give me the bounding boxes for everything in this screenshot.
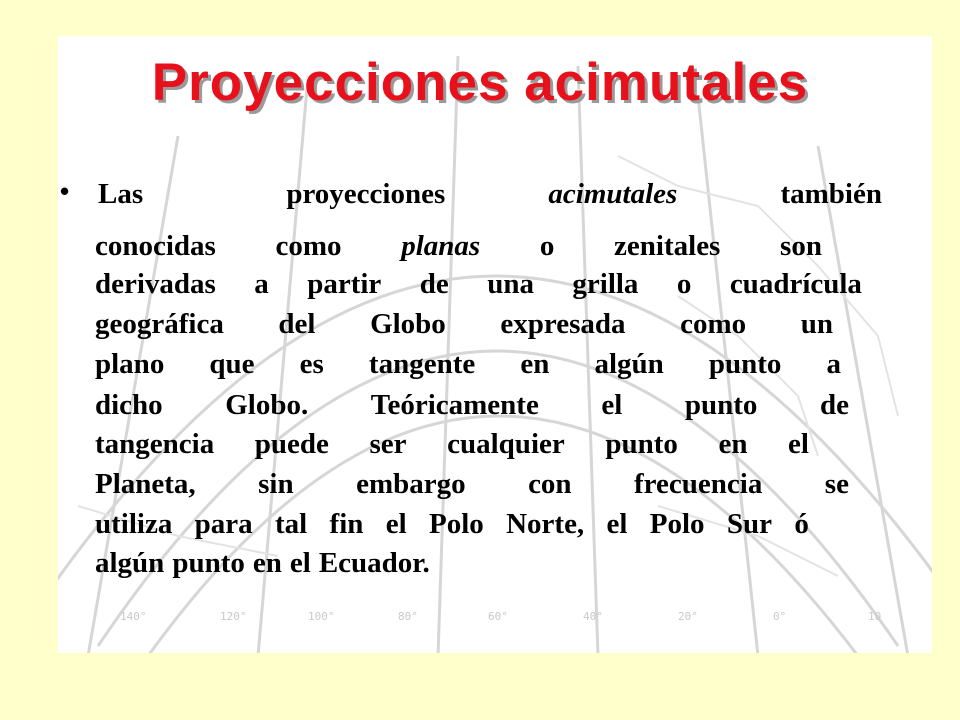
paragraph-line — [95, 308, 833, 341]
word: punto — [708, 348, 782, 380]
word: derivadas — [95, 268, 216, 300]
word: fin — [329, 508, 364, 540]
word: de — [819, 389, 849, 421]
word: en — [252, 547, 282, 579]
paragraph-line — [95, 547, 430, 580]
word: frecuencia — [634, 468, 763, 500]
word: Las — [98, 178, 144, 210]
word: grilla — [572, 268, 639, 300]
word: a — [254, 268, 269, 300]
word: Ecuador. — [318, 547, 430, 579]
word: tal — [275, 508, 308, 540]
word: para — [194, 508, 253, 540]
word: punto — [172, 547, 245, 579]
word: algún — [95, 547, 165, 579]
paragraph-line — [95, 508, 809, 541]
word: algún — [594, 348, 664, 380]
map-label: 120° — [220, 610, 247, 623]
word: también — [780, 178, 882, 210]
word: Sur — [726, 508, 773, 540]
map-label: 60° — [488, 610, 508, 623]
word: expresada — [500, 308, 626, 340]
word: ó — [794, 508, 809, 540]
map-label: 40° — [583, 610, 603, 623]
word: de — [419, 268, 449, 300]
word: un — [800, 308, 833, 340]
map-label: 100° — [308, 610, 335, 623]
word: el — [788, 428, 809, 460]
word: a — [826, 348, 841, 380]
word: como — [275, 230, 342, 262]
word: o — [539, 230, 555, 262]
word: son — [780, 230, 822, 262]
word: Polo — [428, 508, 484, 540]
paragraph-line — [95, 468, 849, 501]
map-label: 140° — [120, 610, 147, 623]
word: en — [718, 428, 748, 460]
word: del — [278, 308, 316, 340]
paragraph-line — [95, 389, 849, 422]
word: partir — [307, 268, 382, 300]
word: plano — [95, 348, 165, 380]
word: tangente — [368, 348, 476, 380]
map-label: 0° — [773, 610, 787, 623]
word: Globo — [370, 308, 446, 340]
word: que — [209, 348, 255, 380]
word: el — [385, 508, 407, 540]
word: zenitales — [614, 230, 721, 262]
word: proyecciones — [286, 178, 446, 210]
word: utiliza — [95, 508, 173, 540]
word: en — [520, 348, 550, 380]
word: cuadrícula — [729, 268, 862, 300]
word: una — [487, 268, 534, 300]
word: Polo — [649, 508, 705, 540]
word: es — [299, 348, 324, 380]
word: Norte, — [506, 508, 585, 540]
paragraph-line — [95, 428, 809, 461]
word: el — [289, 547, 311, 579]
word: punto — [605, 428, 678, 460]
word: el — [606, 508, 628, 540]
paragraph-line — [95, 268, 862, 301]
bullet-marker: • — [60, 176, 70, 206]
word: planas — [401, 230, 481, 262]
word: ser — [369, 428, 407, 460]
word: como — [680, 308, 747, 340]
paragraph-line — [98, 178, 882, 211]
word: acimutales — [548, 178, 678, 210]
map-label: 10 — [868, 610, 882, 623]
map-label: 20° — [678, 610, 698, 623]
word: cualquier — [447, 428, 565, 460]
map-label: 80° — [398, 610, 418, 623]
paragraph-line — [95, 230, 822, 263]
word: Planeta, — [95, 468, 196, 500]
word: sin — [258, 468, 294, 500]
word: puede — [254, 428, 329, 460]
word: tangencia — [95, 428, 215, 460]
word: dicho — [95, 389, 163, 421]
word: geográfica — [95, 308, 224, 340]
word: Teóricamente — [370, 389, 539, 421]
word: el — [601, 389, 623, 421]
word: embargo — [356, 468, 466, 500]
word: o — [676, 268, 692, 300]
word: Globo. — [225, 389, 309, 421]
paragraph-line — [95, 348, 841, 381]
word: con — [528, 468, 572, 500]
slide-title: Proyecciones acimutales — [151, 53, 809, 112]
word: conocidas — [95, 230, 216, 262]
word: se — [824, 468, 849, 500]
word: punto — [684, 389, 758, 421]
